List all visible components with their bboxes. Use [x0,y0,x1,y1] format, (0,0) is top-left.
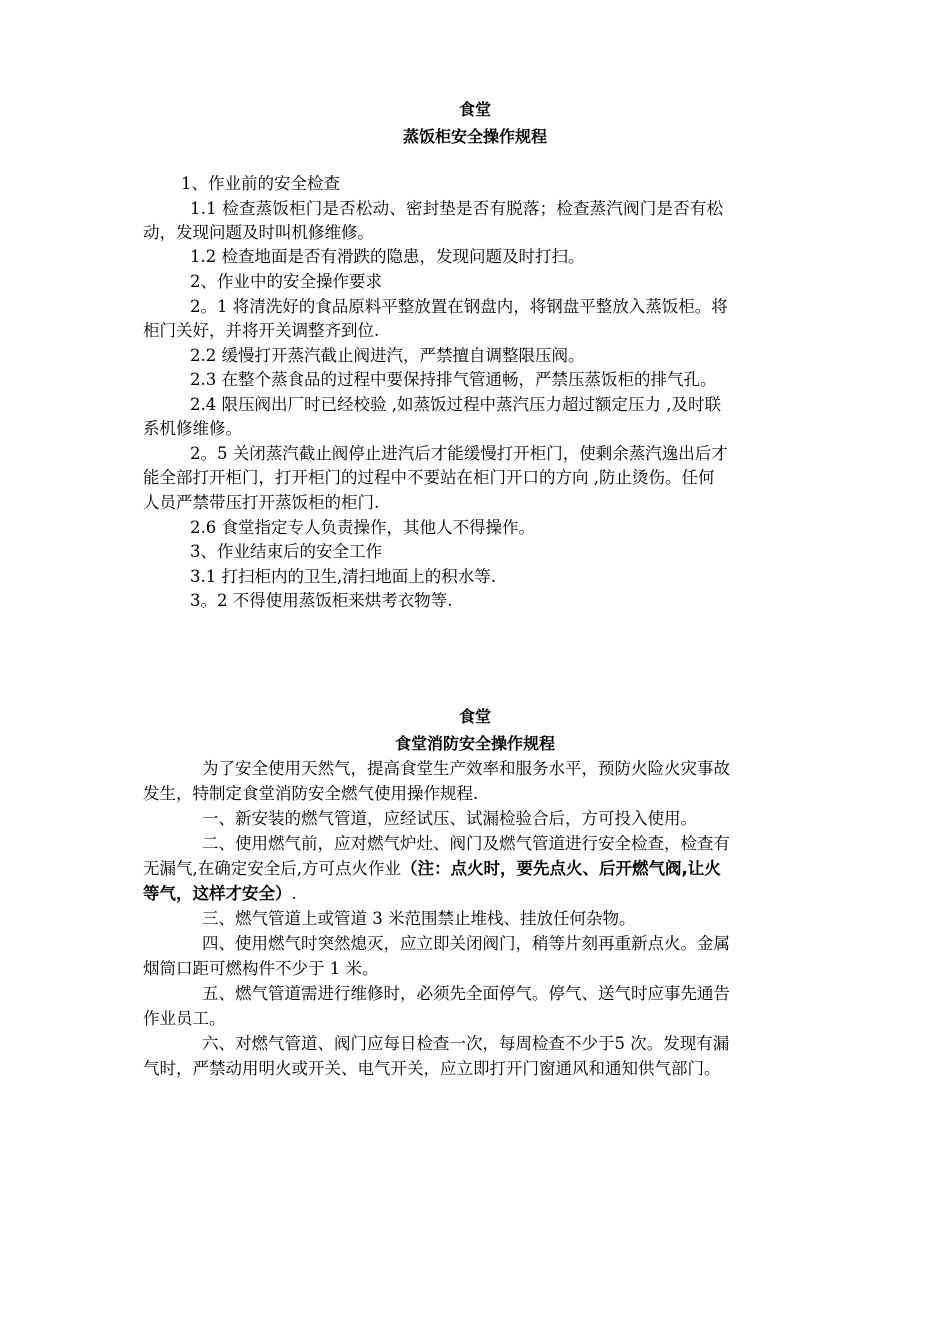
doc1-line: 2.3 在整个蒸食品的过程中要保持排气管通畅，严禁压蒸饭柜的排气孔。 [190,370,717,389]
doc2-line-text: . [291,884,297,903]
doc2-line: 发生，特制定食堂消防安全燃气使用操作规程. [143,784,479,803]
doc2-title: 食堂消防安全操作规程 [394,734,555,753]
doc1-title: 蒸饭柜安全操作规程 [402,127,547,146]
doc1-line: 2.6 食堂指定专人负责操作，其他人不得操作。 [190,518,535,537]
doc2-line: 烟筒口距可燃构件不少于 1 米。 [143,959,379,978]
doc1-line: 1.2 检查地面是否有滑跌的隐患，发现问题及时打扫。 [190,247,585,266]
doc2-note-bold: （注：点火时，要先点火、后开燃气阀,让火 [401,859,721,878]
doc1-line: 1、作业前的安全检查 [181,174,340,193]
doc2-note-bold: 等气，这样才安全） [143,884,292,903]
doc1-line: 柜门关好，并将开关调整齐到位. [143,321,380,340]
doc2-line: 三、燃气管道上或管道 3 米范围禁止堆栈、挂放任何杂物。 [202,909,636,928]
doc1-line: 人员严禁带压打开蒸饭柜的柜门. [143,493,380,512]
doc2-line: 为了安全使用天然气，提高食堂生产效率和服务水平，预防火险火灾事故 [202,759,730,778]
doc1-line: 2。1 将清洗好的食品原料平整放置在钢盘内，将钢盘平整放入蒸饭柜。将 [190,297,728,316]
doc1-line: 能全部打开柜门，打开柜门的过程中不要站在柜门开口的方向 ,防止烫伤。任何 [143,468,715,487]
doc2-heading: 食堂 [458,707,491,726]
doc1-line: 2.4 限压阀出厂时已经校验 ,如蒸饭过程中蒸汽压力超过额定压力 ,及时联 [190,395,721,414]
doc1-line: 2.2 缓慢打开蒸汽截止阀进汽，严禁擅自调整限压阀。 [190,346,585,365]
doc2-line: 一、新安装的燃气管道，应经试压、试漏检验合后，方可投入使用。 [202,809,697,828]
doc1-line: 1.1 检查蒸饭柜门是否松动、密封垫是否有脱落；检查蒸汽阀门是否有松 [190,199,724,218]
doc1-line: 2、作业中的安全操作要求 [190,272,382,291]
doc1-heading: 食堂 [458,100,491,119]
doc2-line: 六、对燃气管道、阀门应每日检查一次，每周检查不少于5 次。发现有漏 [202,1034,730,1053]
doc2-line-text: 无漏气,在确定安全后,方可点火作业 [143,859,401,878]
doc2-line: 四、使用燃气时突然熄灭，应立即关闭阀门，稍等片刻再重新点火。金属 [202,934,730,953]
doc1-line: 3。2 不得使用蒸饭柜来烘考衣物等. [190,591,453,610]
doc2-line: 作业员工。 [143,1009,226,1028]
doc1-line: 3.1 打扫柜内的卫生,清扫地面上的积水等. [190,567,496,586]
doc2-line: 二、使用燃气前，应对燃气炉灶、阀门及燃气管道进行安全检查，检查有 [202,834,730,853]
doc2-line: 五、燃气管道需进行维修时，必须先全面停气。停气、送气时应事先通告 [202,984,730,1003]
doc2-line: 气时，严禁动用明火或开关、电气开关，应立即打开门窗通风和通知供气部门。 [143,1059,721,1078]
doc2-line-mixed [143,858,721,880]
doc2-line-mixed [143,883,297,905]
doc1-line: 2。5 关闭蒸汽截止阀停止进汽后才能缓慢打开柜门，使剩余蒸汽逸出后才 [190,444,728,463]
doc1-line: 3、作业结束后的安全工作 [190,542,382,561]
doc1-line: 动，发现问题及时叫机修维修。 [143,223,374,242]
doc1-line: 系机修维修。 [143,419,242,438]
